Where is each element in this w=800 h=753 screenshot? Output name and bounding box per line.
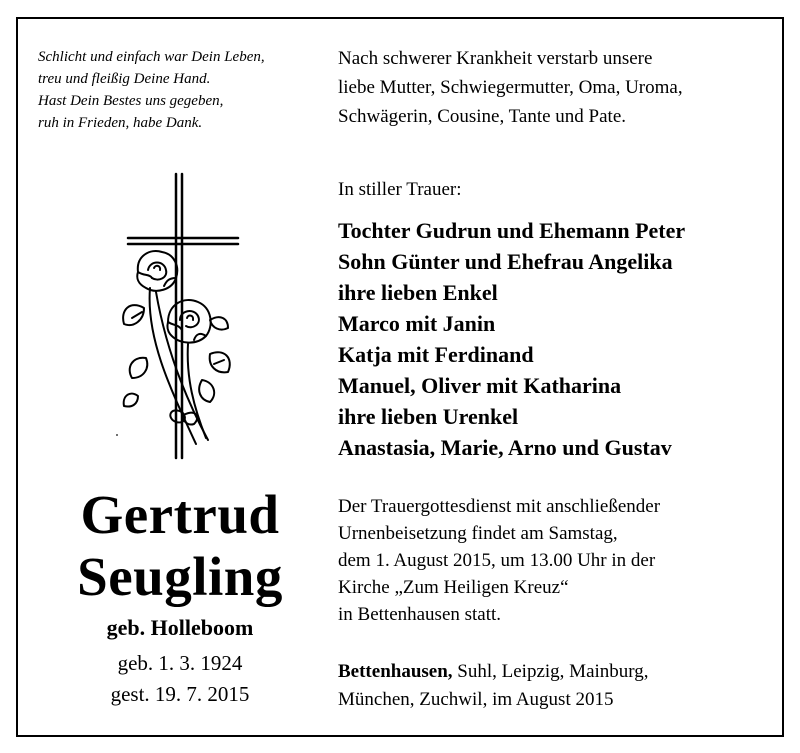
motto-line: Schlicht und einfach war Dein Leben,	[38, 49, 265, 65]
birth-date: geb. 1. 3. 1924	[117, 651, 243, 675]
death-date: gest. 19. 7. 2015	[110, 682, 250, 706]
service-info	[338, 493, 660, 628]
mourner-line: ihre lieben Enkel	[338, 280, 498, 305]
places-and-date	[338, 658, 649, 714]
motto-line: treu und fleißig Deine Hand.	[38, 71, 211, 87]
motto-verse	[38, 46, 265, 134]
service-line: in Bettenhausen statt.	[338, 604, 502, 625]
service-line: dem 1. August 2015, um 13.00 Uhr in der	[338, 550, 656, 571]
mourner-line: Marco mit Janin	[338, 311, 496, 336]
deceased-block	[40, 484, 320, 710]
first-name: Gertrud	[80, 484, 280, 545]
last-name: Seugling	[77, 546, 283, 607]
maiden-name: geb. Holleboom	[106, 615, 254, 640]
mourner-line: ihre lieben Urenkel	[338, 404, 519, 429]
intro-line: Schwägerin, Cousine, Tante und Pate.	[338, 106, 627, 127]
motto-line: ruh in Frieden, habe Dank.	[38, 115, 203, 131]
mourner-line: Anastasia, Marie, Arno und Gustav	[338, 435, 672, 460]
speck	[116, 434, 118, 436]
mourner-line: Katja mit Ferdinand	[338, 342, 534, 367]
places-line-2: München, Zuchwil, im August 2015	[338, 689, 614, 710]
mourning-label: In stiller Trauer:	[338, 179, 462, 200]
life-dates	[40, 648, 320, 710]
first-place: Bettenhausen,	[338, 661, 453, 682]
mourners-list	[338, 215, 685, 463]
service-line: Urnenbeisetzung findet am Samstag,	[338, 523, 618, 544]
intro-line: Nach schwerer Krankheit verstarb unsere	[338, 48, 653, 69]
mourner-line: Manuel, Oliver mit Katharina	[338, 373, 622, 398]
motto-line: Hast Dein Bestes uns gegeben,	[38, 93, 224, 109]
cross-with-roses-icon	[110, 168, 250, 468]
service-line: Kirche „Zum Heiligen Kreuz“	[338, 577, 569, 598]
intro-text	[338, 44, 683, 131]
mourner-line: Sohn Günter und Ehefrau Angelika	[338, 249, 673, 274]
places-rest: Suhl, Leipzig, Mainburg,	[452, 661, 649, 682]
intro-line: liebe Mutter, Schwiegermutter, Oma, Uroma,	[338, 77, 683, 98]
mourner-line: Tochter Gudrun und Ehemann Peter	[338, 218, 686, 243]
places-line-1	[338, 658, 649, 686]
service-line: Der Trauergottesdienst mit anschließender	[338, 496, 661, 517]
